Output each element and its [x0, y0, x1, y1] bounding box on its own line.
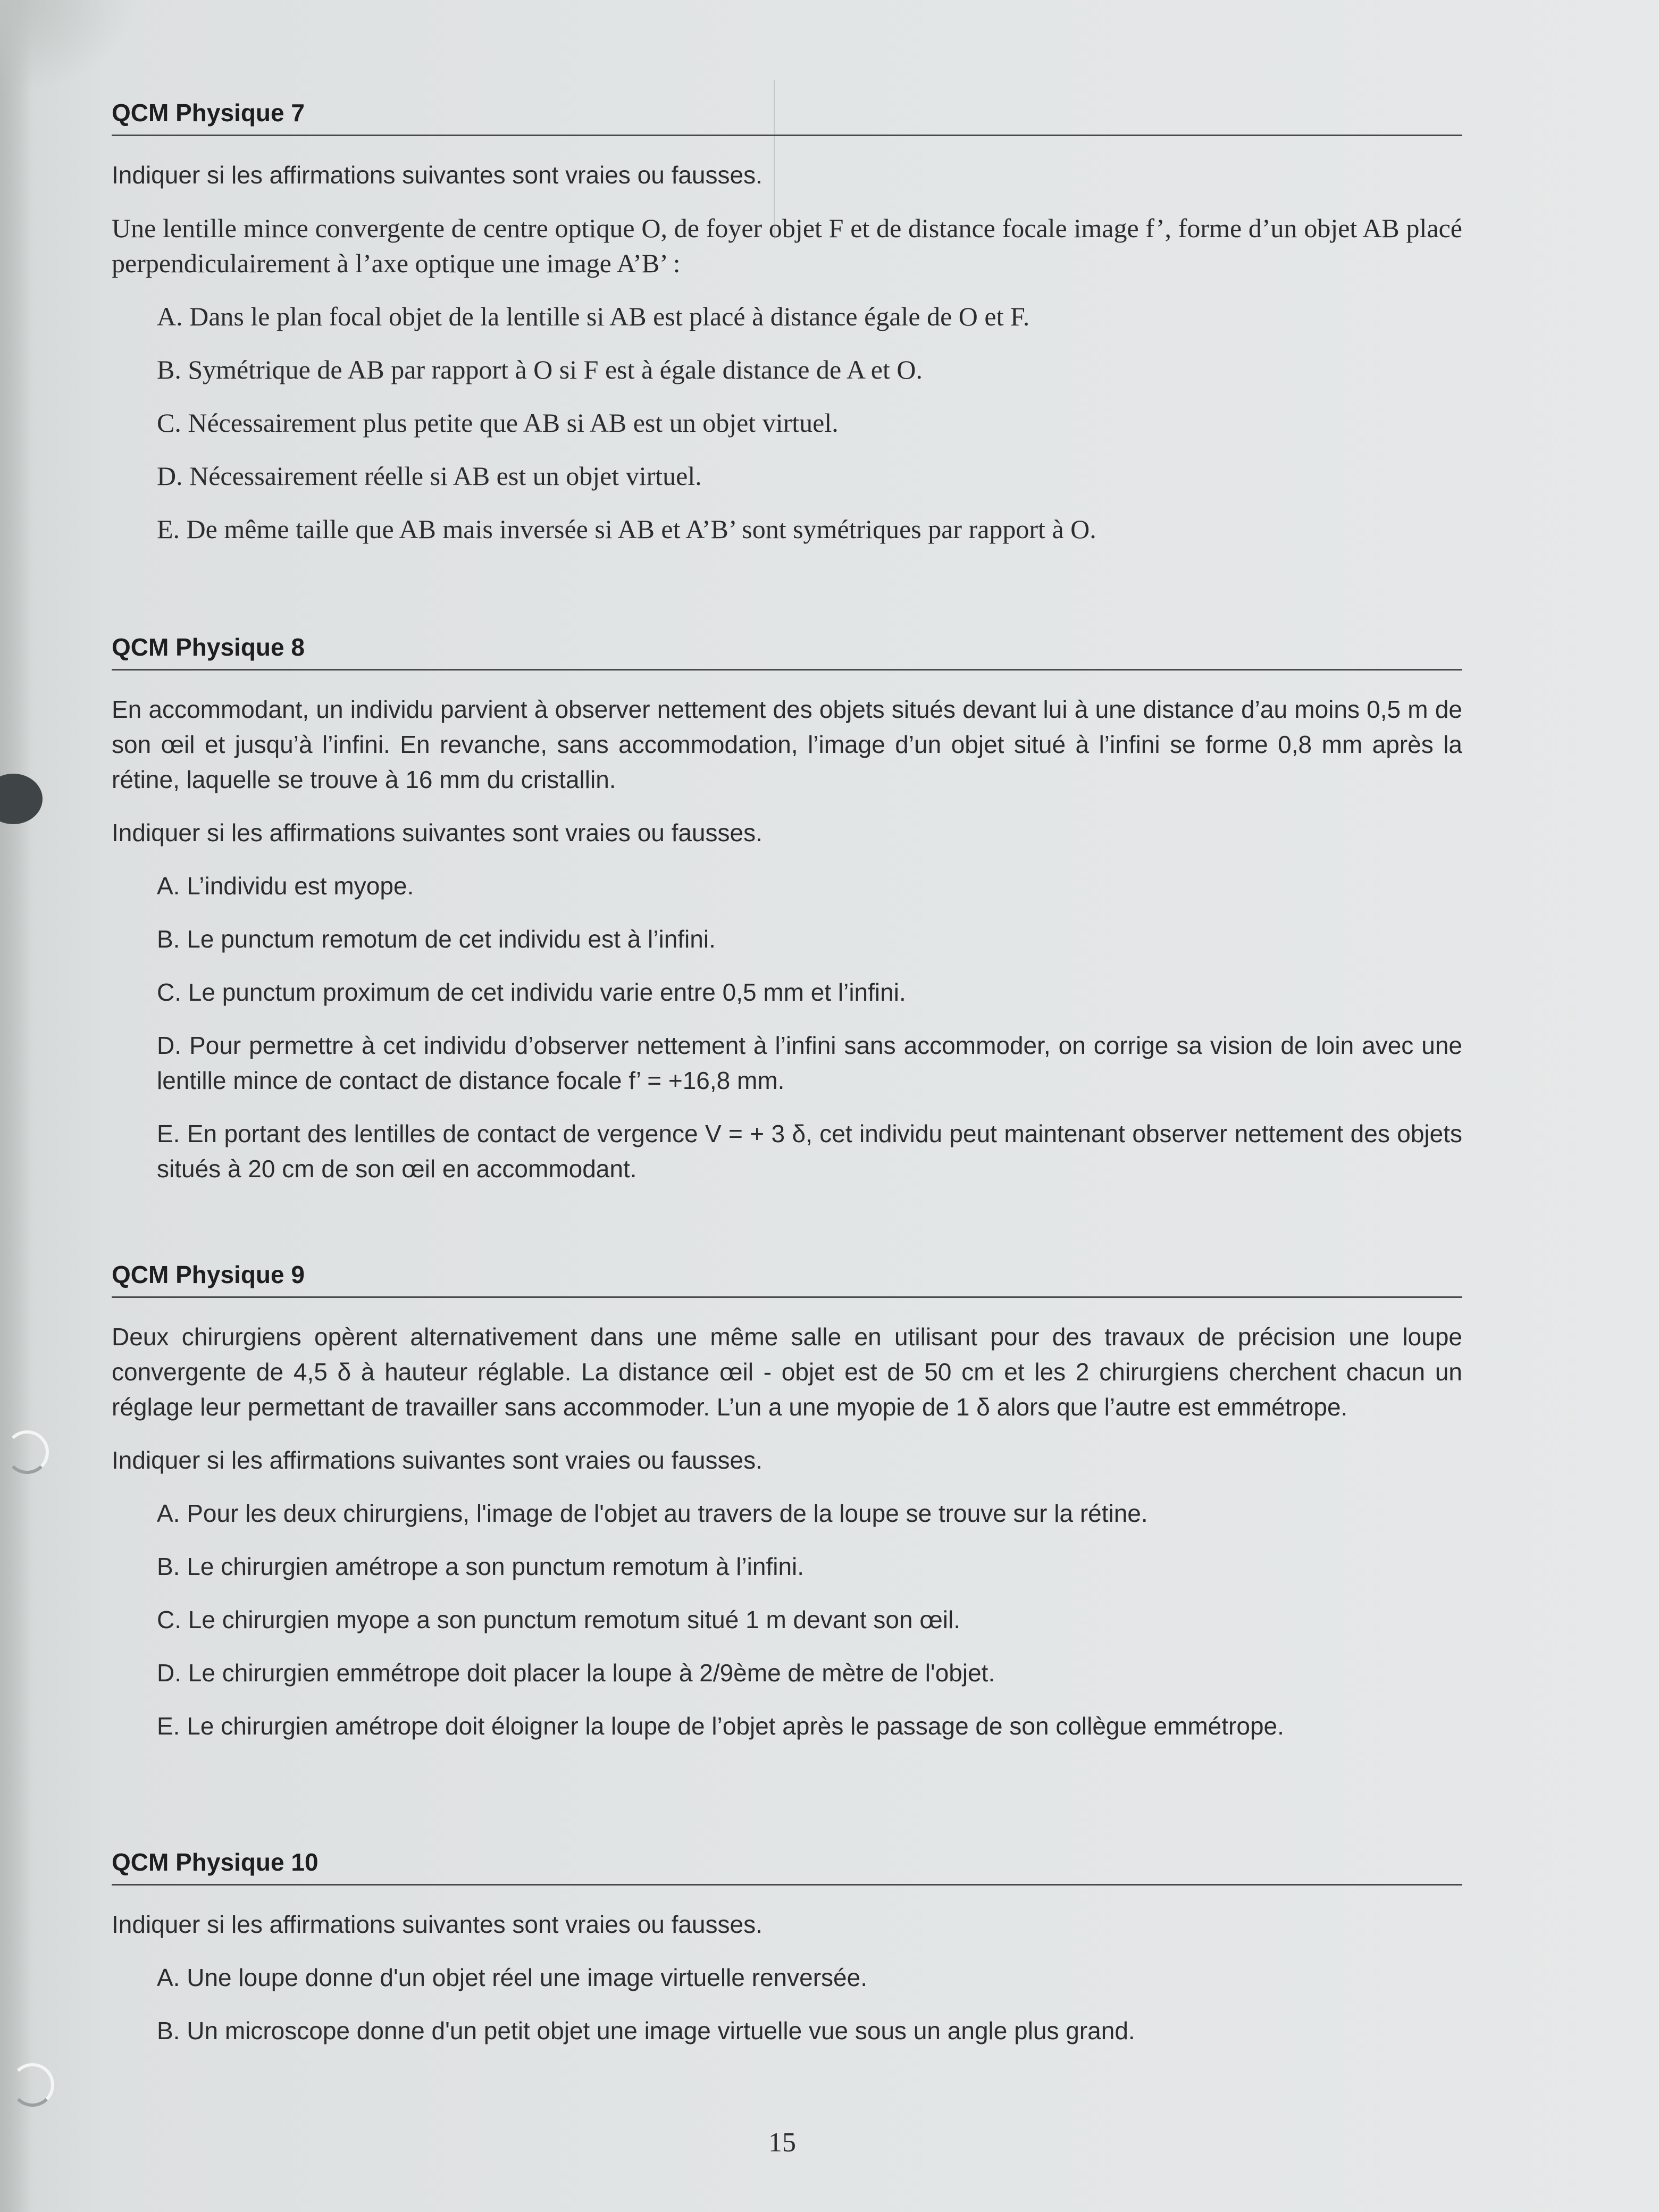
option-b: B. Symétrique de AB par rapport à O si F est à égale distance de A et O. [157, 355, 923, 384]
binder-hole-icon [5, 1430, 49, 1474]
question-statement: Une lentille mince convergente de centre optique O, de foyer objet F et de distance focale image f’, forme d’un objet AB placé perpendiculairement à l’axe optique une image A’B’ : [112, 213, 1462, 278]
page-edge-shadow [0, 0, 32, 2212]
option-e: E. Le chirurgien amétrope doit éloigner la loupe de l’objet après le passage de son collègue emmétrope. [157, 1712, 1284, 1740]
option-c: C. Le chirurgien myope a son punctum remotum situé 1 m devant son œil. [157, 1606, 961, 1633]
option-a: A. Une loupe donne d'un objet réel une image virtuelle renversée. [157, 1964, 867, 1991]
page-number: 15 [768, 2127, 796, 2158]
options-list [157, 1960, 1462, 2048]
instruction-text: Indiquer si les affirmations suivantes sont vraies ou fausses. [112, 1911, 763, 1938]
option-b: B. Un microscope donne d'un petit objet une image virtuelle vue sous un angle plus grand. [157, 2017, 1135, 2045]
qcm-title: QCM Physique 9 [112, 1260, 1462, 1298]
binder-hole-icon [0, 774, 43, 824]
instruction-text: Indiquer si les affirmations suivantes sont vraies ou fausses. [112, 819, 763, 847]
option-d: D. Nécessairement réelle si AB est un objet virtuel. [157, 461, 702, 491]
option-c: C. Nécessairement plus petite que AB si AB est un objet virtuel. [157, 408, 839, 438]
binder-hole-icon [11, 2063, 54, 2107]
option-b: B. Le chirurgien amétrope a son punctum remotum à l’infini. [157, 1553, 805, 1580]
question-statement: En accommodant, un individu parvient à observer nettement des objets situés devant lui à une distance d’au moins 0,5 m de son œil et jusqu’à l’infini. En revanche, sans accommodation, l’image d’un objet situé à l’infini se forme 0,8 mm après la rétine, laquelle se trouve à 16 mm du cristallin. [112, 696, 1462, 793]
question-statement: Deux chirurgiens opèrent alternativement dans une même salle en utilisant pour des travaux de précision une loupe convergente de 4,5 δ à hauteur réglable. La distance œil - objet est de 50 cm et les 2 chirurgiens cherchent chacun un réglage leur permettant de travailler sans accommoder. L’un a une myopie de 1 δ alors que l’autre est emmétrope. [112, 1323, 1462, 1421]
qcm-section-8 [112, 633, 1462, 1204]
options-list [157, 868, 1462, 1186]
options-list [157, 299, 1462, 547]
option-d: D. Le chirurgien emmétrope doit placer la loupe à 2/9ème de mètre de l'objet. [157, 1659, 995, 1687]
instruction-text: Indiquer si les affirmations suivantes sont vraies ou fausses. [112, 161, 763, 189]
options-list [157, 1496, 1462, 1744]
qcm-title: QCM Physique 7 [112, 98, 1462, 136]
qcm-title: QCM Physique 10 [112, 1848, 1462, 1886]
instruction-text: Indiquer si les affirmations suivantes sont vraies ou fausses. [112, 1446, 763, 1474]
qcm-section-9 [112, 1260, 1462, 1762]
qcm-title: QCM Physique 8 [112, 633, 1462, 671]
option-b: B. Le punctum remotum de cet individu est à l’infini. [157, 925, 716, 953]
option-d: D. Pour permettre à cet individu d’observer nettement à l’infini sans accommoder, on corrige sa vision de loin avec une lentille mince de contact de distance focale f’ = +16,8 mm. [157, 1032, 1462, 1094]
corner-shadow [0, 0, 138, 96]
qcm-section-10 [112, 1848, 1462, 2066]
option-a: A. Pour les deux chirurgiens, l'image de l'objet au travers de la loupe se trouve sur la rétine. [157, 1499, 1148, 1527]
option-c: C. Le punctum proximum de cet individu varie entre 0,5 mm et l’infini. [157, 978, 906, 1006]
option-e: E. De même taille que AB mais inversée si AB et A’B’ sont symétriques par rapport à O. [157, 514, 1096, 544]
qcm-section-7 [112, 98, 1462, 565]
option-a: A. L’individu est myope. [157, 872, 414, 900]
option-a: A. Dans le plan focal objet de la lentille si AB est placé à distance égale de O et F. [157, 301, 1030, 331]
option-e: E. En portant des lentilles de contact de vergence V = + 3 δ, cet individu peut maintenant observer nettement des objets situés à 20 cm de son œil en accommodant. [157, 1120, 1462, 1183]
